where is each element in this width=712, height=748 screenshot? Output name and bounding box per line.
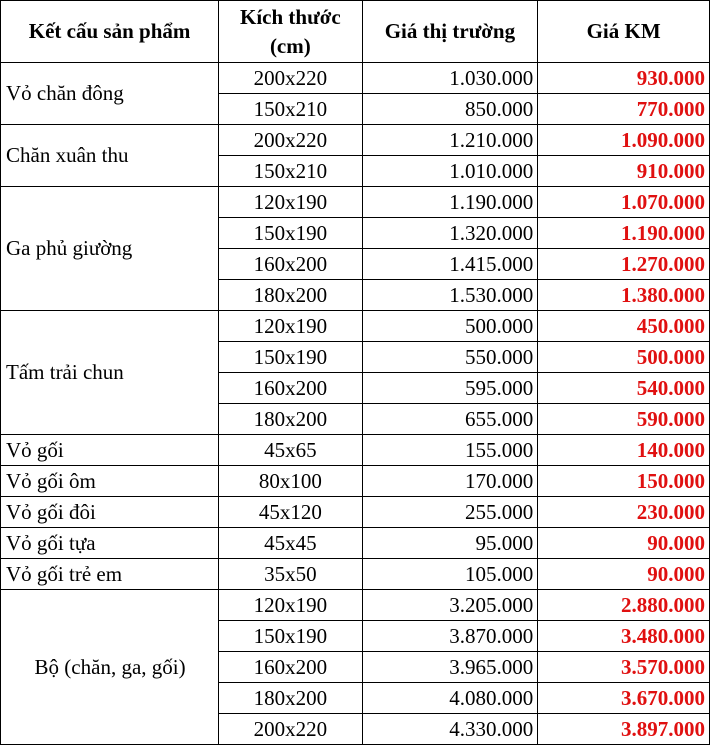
table-row — [1, 435, 710, 466]
market-price-cell: 105.000 — [362, 559, 538, 590]
promo-price-cell: 150.000 — [538, 466, 710, 497]
promo-price-cell: 1.090.000 — [538, 125, 710, 156]
product-name-cell: Vỏ gối đôi — [1, 497, 219, 528]
promo-price-cell: 90.000 — [538, 528, 710, 559]
size-cell: 120x190 — [219, 590, 362, 621]
promo-price-cell: 450.000 — [538, 311, 710, 342]
promo-price-cell: 140.000 — [538, 435, 710, 466]
size-cell: 180x200 — [219, 404, 362, 435]
size-cell: 150x210 — [219, 156, 362, 187]
market-price-cell: 1.190.000 — [362, 187, 538, 218]
market-price-cell: 155.000 — [362, 435, 538, 466]
market-price-cell: 4.330.000 — [362, 714, 538, 745]
promo-price-cell: 3.570.000 — [538, 652, 710, 683]
size-cell: 160x200 — [219, 373, 362, 404]
market-price-cell: 500.000 — [362, 311, 538, 342]
table-row — [1, 559, 710, 590]
header-size: Kích thước (cm) — [219, 1, 362, 63]
product-name-cell: Vỏ gối trẻ em — [1, 559, 219, 590]
header-market-price: Giá thị trường — [362, 1, 538, 63]
product-name-cell: Ga phủ giường — [1, 187, 219, 311]
size-cell: 200x220 — [219, 125, 362, 156]
promo-price-cell: 1.070.000 — [538, 187, 710, 218]
promo-price-cell: 90.000 — [538, 559, 710, 590]
market-price-cell: 3.870.000 — [362, 621, 538, 652]
size-cell: 120x190 — [219, 187, 362, 218]
size-cell: 150x190 — [219, 342, 362, 373]
table-row — [1, 125, 710, 156]
promo-price-cell: 500.000 — [538, 342, 710, 373]
promo-price-cell: 910.000 — [538, 156, 710, 187]
product-name-cell: Tấm trải chun — [1, 311, 219, 435]
header-row — [1, 1, 710, 63]
table-row — [1, 187, 710, 218]
table-row — [1, 466, 710, 497]
table-row — [1, 311, 710, 342]
size-cell: 80x100 — [219, 466, 362, 497]
market-price-cell: 1.210.000 — [362, 125, 538, 156]
size-cell: 150x210 — [219, 94, 362, 125]
size-cell: 45x65 — [219, 435, 362, 466]
market-price-cell: 1.030.000 — [362, 63, 538, 94]
promo-price-cell: 930.000 — [538, 63, 710, 94]
size-cell: 180x200 — [219, 683, 362, 714]
size-cell: 150x190 — [219, 621, 362, 652]
size-cell: 160x200 — [219, 249, 362, 280]
market-price-cell: 1.010.000 — [362, 156, 538, 187]
market-price-cell: 3.965.000 — [362, 652, 538, 683]
size-cell: 45x45 — [219, 528, 362, 559]
promo-price-cell: 590.000 — [538, 404, 710, 435]
market-price-cell: 3.205.000 — [362, 590, 538, 621]
product-name-cell: Chăn xuân thu — [1, 125, 219, 187]
market-price-cell: 550.000 — [362, 342, 538, 373]
product-name-cell: Vỏ gối tựa — [1, 528, 219, 559]
size-cell: 160x200 — [219, 652, 362, 683]
product-name-cell: Vỏ gối — [1, 435, 219, 466]
promo-price-cell: 1.270.000 — [538, 249, 710, 280]
product-name-cell: Vỏ gối ôm — [1, 466, 219, 497]
promo-price-cell: 1.380.000 — [538, 280, 710, 311]
product-name-cell: Bộ (chăn, ga, gối) — [1, 590, 219, 745]
promo-price-cell: 3.897.000 — [538, 714, 710, 745]
market-price-cell: 850.000 — [362, 94, 538, 125]
header-promo-price: Giá KM — [538, 1, 710, 63]
size-cell: 200x220 — [219, 714, 362, 745]
market-price-cell: 255.000 — [362, 497, 538, 528]
promo-price-cell: 3.480.000 — [538, 621, 710, 652]
market-price-cell: 655.000 — [362, 404, 538, 435]
promo-price-cell: 540.000 — [538, 373, 710, 404]
size-cell: 180x200 — [219, 280, 362, 311]
market-price-cell: 4.080.000 — [362, 683, 538, 714]
market-price-cell: 1.415.000 — [362, 249, 538, 280]
size-cell: 35x50 — [219, 559, 362, 590]
size-cell: 45x120 — [219, 497, 362, 528]
market-price-cell: 95.000 — [362, 528, 538, 559]
promo-price-cell: 2.880.000 — [538, 590, 710, 621]
size-cell: 200x220 — [219, 63, 362, 94]
promo-price-cell: 1.190.000 — [538, 218, 710, 249]
market-price-cell: 170.000 — [362, 466, 538, 497]
market-price-cell: 1.320.000 — [362, 218, 538, 249]
size-cell: 120x190 — [219, 311, 362, 342]
header-product: Kết cấu sản phẩm — [1, 1, 219, 63]
product-name-cell: Vỏ chăn đông — [1, 63, 219, 125]
table-row — [1, 528, 710, 559]
table-row — [1, 497, 710, 528]
table-row — [1, 590, 710, 621]
promo-price-cell: 3.670.000 — [538, 683, 710, 714]
size-cell: 150x190 — [219, 218, 362, 249]
market-price-cell: 595.000 — [362, 373, 538, 404]
table-row — [1, 63, 710, 94]
table-body — [1, 63, 710, 745]
promo-price-cell: 770.000 — [538, 94, 710, 125]
market-price-cell: 1.530.000 — [362, 280, 538, 311]
promo-price-cell: 230.000 — [538, 497, 710, 528]
